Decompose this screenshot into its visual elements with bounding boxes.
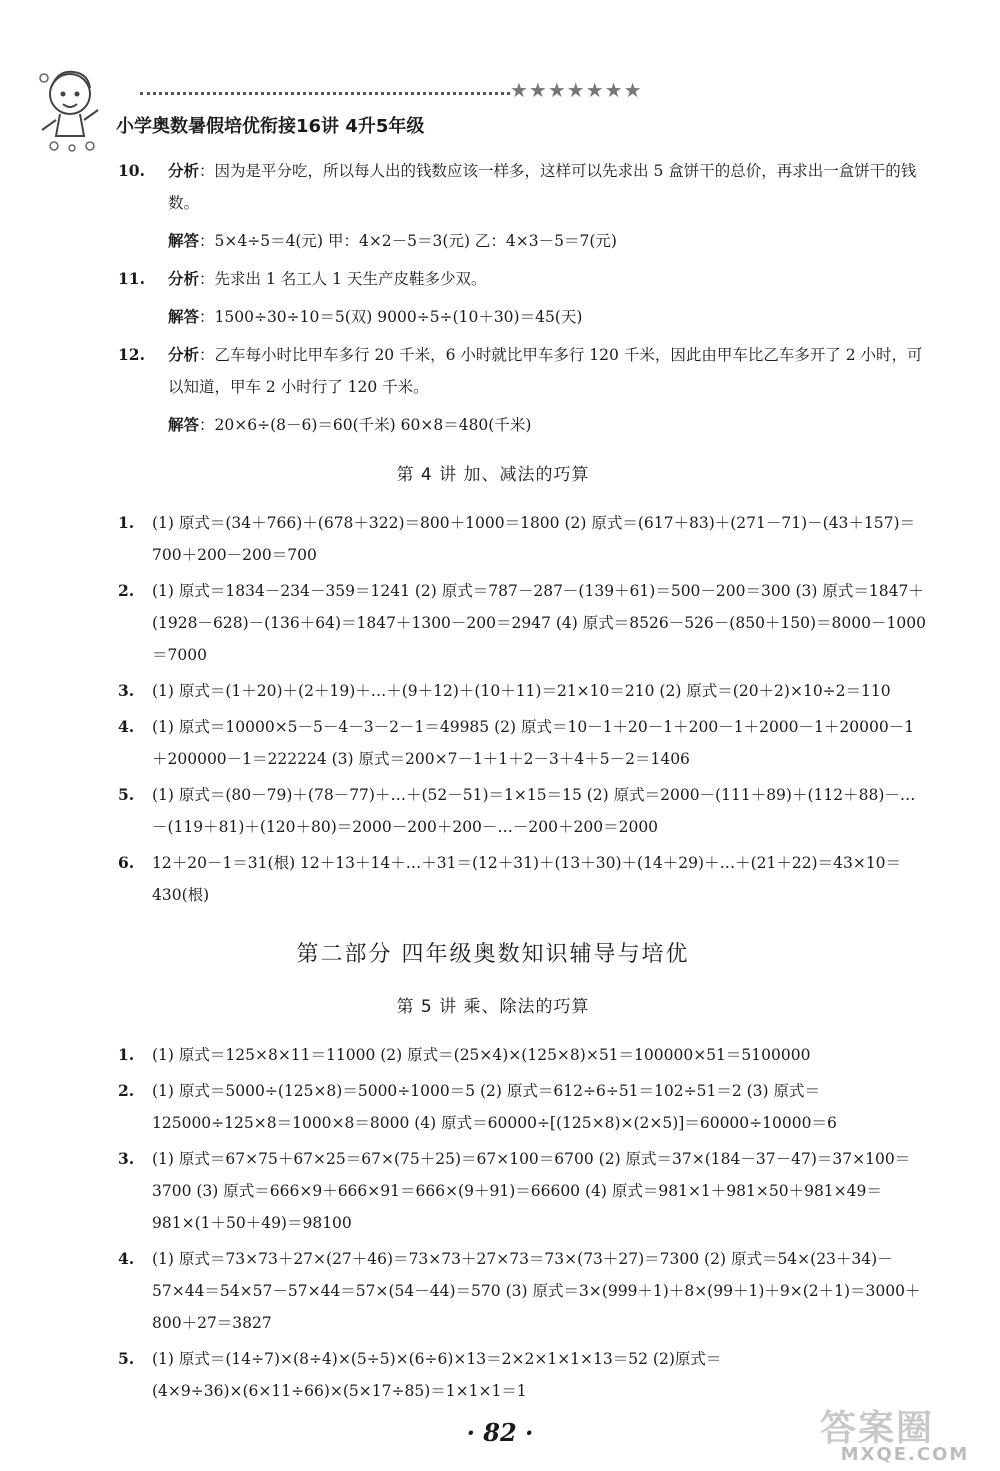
analysis-label: 分析 [168, 161, 200, 180]
lecture5-answers [118, 1039, 928, 1407]
site-watermark [820, 1400, 990, 1466]
item-number: 2. [118, 1081, 135, 1100]
page-content [118, 155, 928, 1411]
answer-text: ：20×6÷(8－6)＝60(千米) 60×8＝480(千米) [199, 416, 532, 434]
item-text: (1) 原式＝125×8×11＝11000 (2) 原式＝(25×4)×(125×8)×51＝100000×51＝5100000 [152, 1046, 811, 1064]
list-item [118, 1243, 928, 1339]
answer-label: 解答 [168, 307, 200, 326]
item-text: (1) 原式＝10000×5－5－4－3－2－1＝49985 (2) 原式＝10－1＋20－1＋200－1＋2000－1＋20000－1＋200000－1＝222224 (3) 原式＝200×7－1＋1＋2－3＋4＋5－2＝1406 [152, 718, 915, 768]
item-text: (1) 原式＝1834－234－359＝1241 (2) 原式＝787－287－(139＋61)＝500－200＝300 (3) 原式＝1847＋(1928－628)－(136＋64)＝1847＋1300－200＝2947 (4) 原式＝8526－526－(850＋150)＝8000－1000＝7000 [152, 582, 926, 664]
list-item [118, 1039, 928, 1071]
part2-title: 第二部分 四年级奥数知识辅导与培优 [296, 942, 690, 967]
lecture4-title: 第 4 讲 加、减法的巧算 [396, 465, 590, 485]
item-number: 4. [118, 717, 135, 736]
answer-text: ：1500÷30÷10＝5(双) 9000÷5÷(10＋30)＝45(天) [199, 308, 583, 326]
item-number: 12. [118, 345, 145, 364]
lecture5-title: 第 5 讲 乘、除法的巧算 [396, 997, 590, 1017]
item-number: 3. [118, 1149, 135, 1168]
answer-line-11 [118, 301, 928, 333]
book-title: 小学奥数暑假培优衔接16讲 4升5年级 [116, 116, 425, 137]
list-item [118, 675, 928, 707]
analysis-label: 分析 [168, 269, 200, 288]
item-text: (1) 原式＝5000÷(125×8)＝5000÷1000＝5 (2) 原式＝612÷6÷51＝102÷51＝2 (3) 原式＝125000÷125×8＝1000×8＝8000 (4) 原式＝60000÷[(125×8)×(2×5)]＝60000÷10000＝6 [152, 1082, 837, 1132]
analysis-text: ：乙车每小时比甲车多行 20 千米，6 小时就比甲车多行 120 千米，因此由甲车比乙车多开了 2 小时，可以知道，甲车 2 小时行了 120 千米。 [168, 346, 923, 396]
list-item [118, 507, 928, 571]
item-number: 3. [118, 681, 135, 700]
analysis-label: 分析 [168, 345, 200, 364]
list-item [118, 1343, 928, 1407]
analysis-text: ：先求出 1 名工人 1 天生产皮鞋多少双。 [199, 270, 487, 288]
list-item [118, 779, 928, 843]
item-number: 2. [118, 581, 135, 600]
item-number: 4. [118, 1249, 135, 1268]
item-text: (1) 原式＝67×75＋67×25＝67×(75＋25)＝67×100＝6700 (2) 原式＝37×(184－37－47)＝37×100＝3700 (3) 原式＝666×9＋666×91＝666×(9＋91)＝66600 (4) 原式＝981×1＋981×50＋981×49＝981×(1＋50＋49)＝98100 [152, 1150, 911, 1232]
header-star-icons: ★★★★★★★ [510, 78, 643, 102]
answer-item-12 [118, 339, 928, 403]
item-text: (1) 原式＝73×73＋27×(27＋46)＝73×73＋27×73＝73×(73＋27)＝7300 (2) 原式＝54×(23＋34)－57×44＝54×57－57×44＝57×(54－44)＝570 (3) 原式＝3×(999＋1)＋8×(99＋1)＋9×(2＋1)＝3000＋800＋27＝3827 [152, 1250, 921, 1332]
list-item [118, 847, 928, 911]
list-item [118, 575, 928, 671]
page-number: · 82 · [466, 1418, 534, 1447]
lecture4-answers [118, 507, 928, 911]
watermark-logo-text: 答案圈 [820, 1408, 935, 1449]
list-item [118, 1143, 928, 1239]
item-number: 1. [118, 513, 135, 532]
cartoon-child-icon [36, 64, 120, 154]
item-text: (1) 原式＝(1＋20)＋(2＋19)＋…＋(9＋12)＋(10＋11)＝21×10＝210 (2) 原式＝(20＋2)×10÷2＝110 [152, 682, 891, 700]
watermark-url: MXQE.COM [840, 1444, 970, 1465]
lecture3-answers [118, 155, 928, 441]
item-number: 11. [118, 269, 145, 288]
item-text: (1) 原式＝(34＋766)＋(678＋322)＝800＋1000＝1800 (2) 原式＝(617＋83)＋(271－71)－(43＋157)＝700＋200－200＝700 [152, 514, 916, 564]
item-number: 5. [118, 785, 135, 804]
item-text: 12＋20－1＝31(根) 12＋13＋14＋…＋31＝(12＋31)＋(13＋30)＋(14＋29)＋…＋(21＋22)＝43×10＝430(根) [152, 854, 902, 904]
item-number: 6. [118, 853, 135, 872]
analysis-text: ：因为是平分吃，所以每人出的钱数应该一样多，这样可以先求出 5 盒饼干的总价，再求出一盒饼干的钱数。 [168, 162, 917, 212]
answer-label: 解答 [168, 415, 200, 434]
answer-item-10 [118, 155, 928, 219]
page-header [30, 60, 970, 160]
list-item [118, 1075, 928, 1139]
answer-line-12 [118, 409, 928, 441]
item-text: (1) 原式＝(80－79)＋(78－77)＋…＋(52－51)＝1×15＝15 (2) 原式＝2000－(111＋89)＋(112＋88)－…－(119＋81)＋(120＋80)＝2000－200＋200－…－200＋200＝2000 [152, 786, 916, 836]
item-number: 1. [118, 1045, 135, 1064]
item-number: 5. [118, 1349, 135, 1368]
answer-line-10 [118, 225, 928, 257]
answer-item-11 [118, 263, 928, 295]
header-dotted-line [140, 92, 510, 95]
item-text: (1) 原式＝(14÷7)×(8÷4)×(5÷5)×(6÷6)×13＝2×2×1×1×13＝52 (2)原式＝(4×9÷36)×(6×11÷66)×(5×17÷85)＝1×1×1＝1 [152, 1350, 722, 1400]
item-number: 10. [118, 161, 145, 180]
answer-text: ：5×4÷5＝4(元) 甲：4×2－5＝3(元) 乙：4×3－5＝7(元) [199, 232, 617, 250]
list-item [118, 711, 928, 775]
answer-label: 解答 [168, 231, 200, 250]
